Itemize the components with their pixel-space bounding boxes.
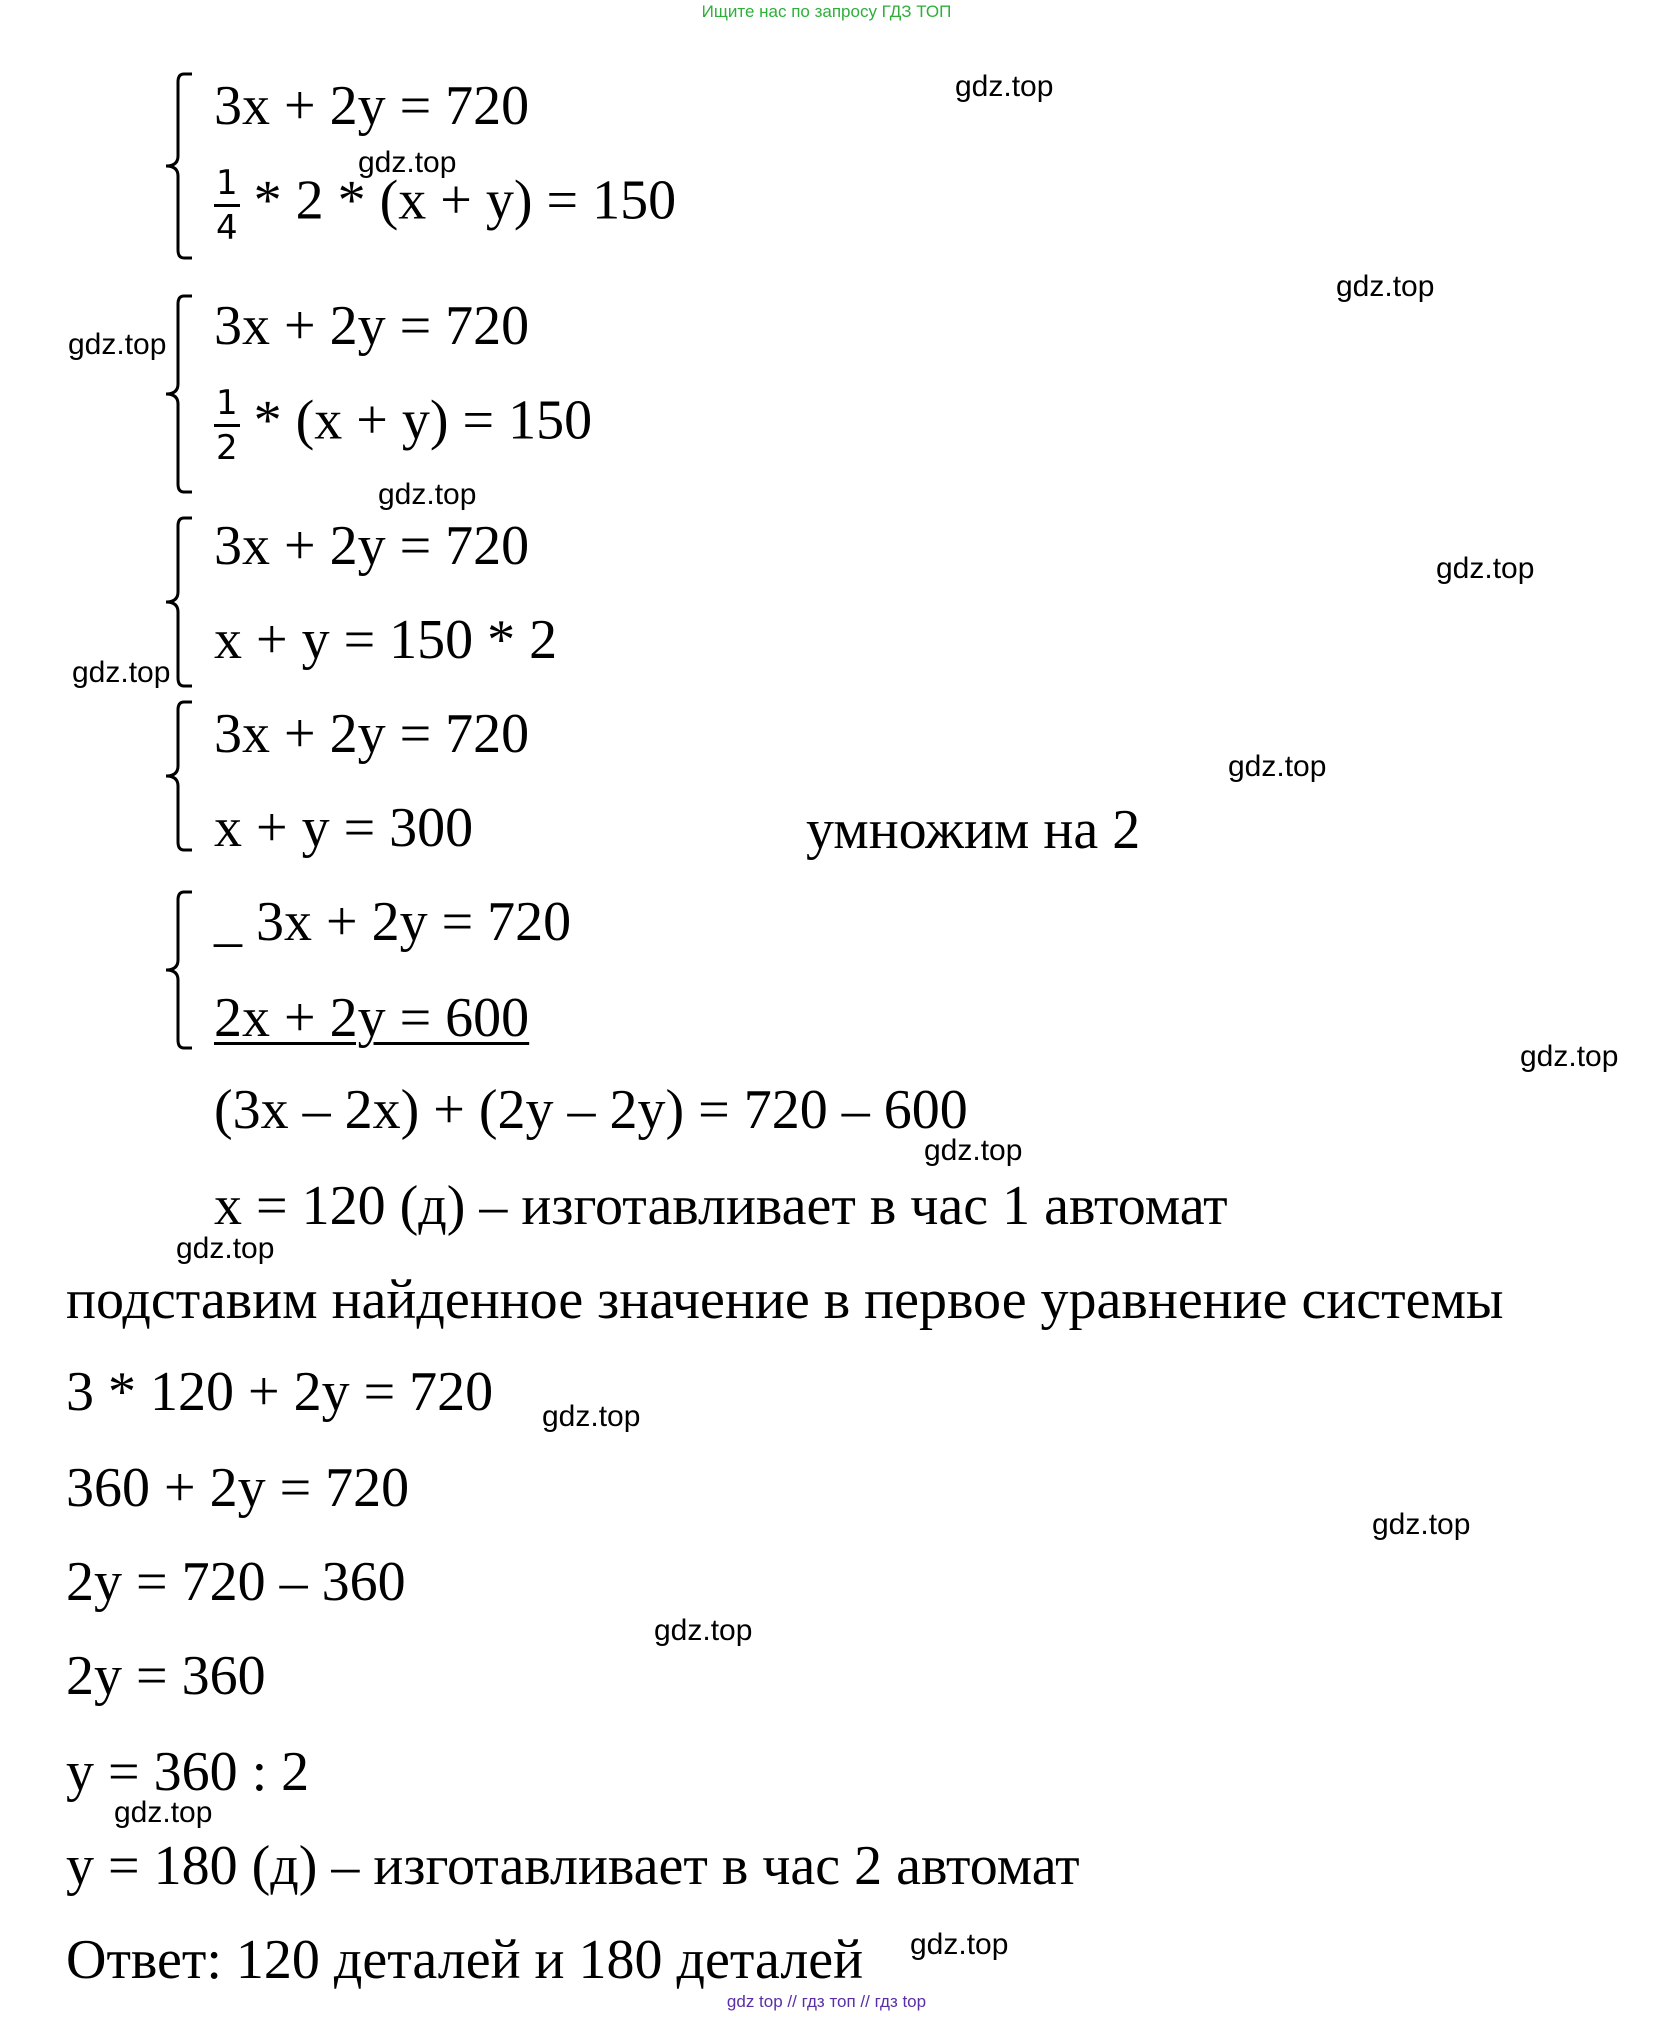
system3-equation-1: 3x + 2y = 720 — [214, 515, 530, 577]
watermark: gdz.top — [1520, 1040, 1619, 1073]
bottom-banner[interactable]: gdz top // гдз топ // гдз top — [726, 1992, 927, 2011]
step-5: y = 360 : 2 — [66, 1741, 310, 1803]
step-6: y = 180 (д) – изготавливает в час 2 автомат — [66, 1835, 1080, 1897]
watermark: gdz.top — [1228, 750, 1327, 783]
system1-equation-2-rest: * 2 * (x + y) = 150 — [253, 169, 677, 232]
answer: Ответ: 120 деталей и 180 деталей — [66, 1929, 864, 1991]
watermark: gdz.top — [910, 1928, 1009, 1961]
step-1: 3 * 120 + 2y = 720 — [66, 1361, 494, 1423]
system5-equation-2: 2x + 2y = 600 — [214, 987, 530, 1049]
system1-equation-1: 3x + 2y = 720 — [214, 75, 530, 137]
subtraction-equation: (3x – 2x) + (2y – 2y) = 720 – 600 — [214, 1079, 968, 1141]
multiply-note: умножим на 2 — [806, 799, 1141, 861]
system-brace-5 — [160, 890, 200, 1050]
top-banner[interactable]: Ищите нас по запросу ГДЗ ТОП — [701, 2, 952, 21]
system2-equation-1: 3x + 2y = 720 — [214, 295, 530, 357]
system2-equation-2 — [214, 383, 593, 468]
fraction-one-quarter: $\frac{1}{4}$ — [216, 163, 238, 248]
substitute-text: подставим найденное значение в первое уравнение системы — [66, 1269, 1504, 1331]
watermark: gdz.top — [924, 1134, 1023, 1167]
watermark: gdz.top — [1372, 1508, 1471, 1541]
watermark: gdz.top — [72, 656, 171, 689]
step-4: 2y = 360 — [66, 1645, 266, 1707]
watermark: gdz.top — [358, 146, 457, 179]
system2-equation-2-rest: * (x + y) = 150 — [253, 389, 593, 452]
system5-equation-1: _ 3x + 2y = 720 — [214, 891, 572, 953]
watermark: gdz.top — [955, 70, 1054, 103]
fraction-one-half: $\frac{1}{2}$ — [216, 383, 238, 468]
system4-equation-1: 3x + 2y = 720 — [214, 703, 530, 765]
step-2: 360 + 2y = 720 — [66, 1457, 410, 1519]
watermark: gdz.top — [114, 1796, 213, 1829]
system4-equation-2: x + y = 300 — [214, 797, 474, 859]
watermark: gdz.top — [542, 1400, 641, 1433]
watermark: gdz.top — [1336, 270, 1435, 303]
watermark: gdz.top — [654, 1614, 753, 1647]
system3-equation-2: x + y = 150 * 2 — [214, 609, 558, 671]
system-brace-1 — [160, 72, 200, 260]
system-brace-2 — [160, 294, 200, 494]
x-result: x = 120 (д) – изготавливает в час 1 автомат — [214, 1175, 1228, 1237]
system-brace-4 — [160, 700, 200, 852]
watermark: gdz.top — [68, 328, 167, 361]
watermark: gdz.top — [176, 1232, 275, 1265]
watermark: gdz.top — [1436, 552, 1535, 585]
step-3: 2y = 720 – 360 — [66, 1551, 406, 1613]
watermark: gdz.top — [378, 478, 477, 511]
